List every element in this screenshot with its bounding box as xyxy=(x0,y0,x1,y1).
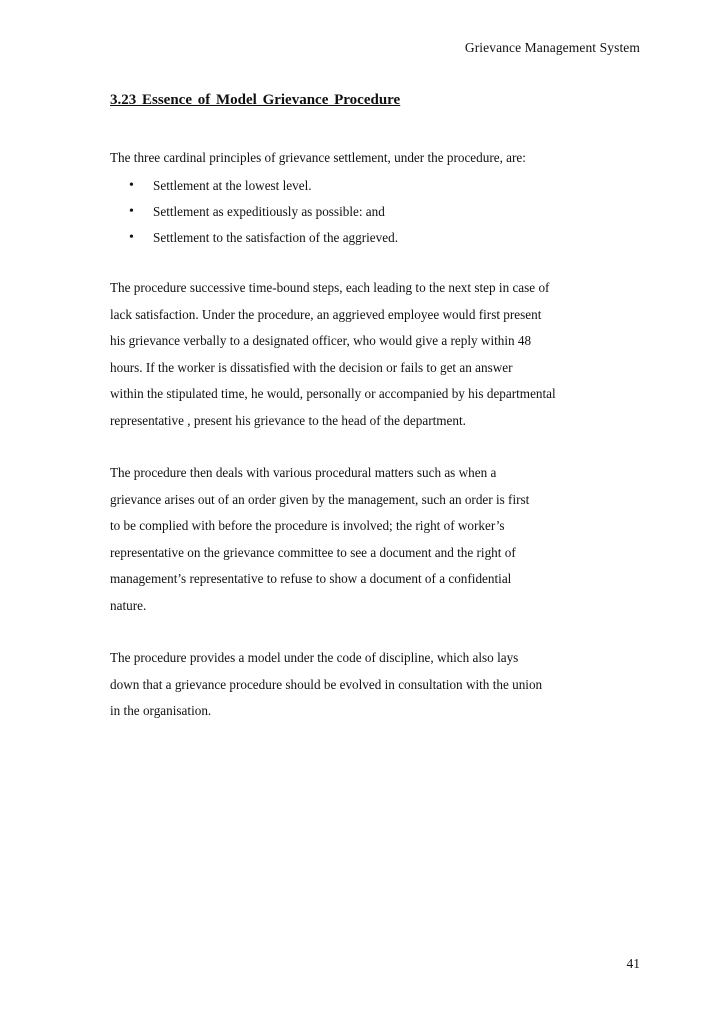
paragraph-procedure-steps xyxy=(110,275,650,434)
paragraph-line: The procedure then deals with various procedural matters such as when a xyxy=(110,465,497,480)
bullet-icon: • xyxy=(129,178,134,193)
paragraph-line: in the organisation. xyxy=(110,703,212,718)
paragraph-procedural-matters xyxy=(110,460,650,619)
list-item xyxy=(110,225,650,251)
paragraph-line: representative , present his grievance to the head of the department. xyxy=(110,412,466,428)
paragraph-line: grievance arises out of an order given by the management, such an order is first xyxy=(110,491,530,507)
bullet-icon: • xyxy=(129,204,134,219)
paragraph-line: nature. xyxy=(110,597,147,613)
list-item-text: Settlement to the satisfaction of the aggrieved. xyxy=(153,230,398,245)
list-item-text: Settlement as expeditiously as possible: and xyxy=(153,204,385,219)
principles-list xyxy=(110,173,650,251)
list-item-text: Settlement at the lowest level. xyxy=(153,178,312,193)
paragraph-line: to be complied with before the procedure is involved; the right of worker’s xyxy=(110,518,505,533)
section-heading: 3.23 Essence of Model Grievance Procedure xyxy=(110,92,401,108)
page-number: 41 xyxy=(626,956,640,971)
list-item xyxy=(110,173,650,199)
page-body xyxy=(110,148,650,725)
paragraph-line: hours. If the worker is dissatisfied with the decision or fails to get an answer xyxy=(110,359,513,375)
paragraph-line: his grievance verbally to a designated officer, who would give a reply within 48 xyxy=(110,333,532,348)
paragraph-line: lack satisfaction. Under the procedure, an aggrieved employee would first present xyxy=(110,306,542,322)
paragraph-code-of-discipline xyxy=(110,645,650,725)
bullet-icon: • xyxy=(129,230,134,245)
paragraph-line: within the stipulated time, he would, personally or accompanied by his departmental xyxy=(110,386,556,401)
paragraph-line: representative on the grievance committee to see a document and the right of xyxy=(110,544,516,560)
paragraph-line: The procedure successive time-bound steps, each leading to the next step in case of xyxy=(110,280,550,295)
paragraph-line: management’s representative to refuse to show a document of a confidential xyxy=(110,571,512,586)
paragraph-line: down that a grievance procedure should be evolved in consultation with the union xyxy=(110,676,543,692)
intro-sentence: The three cardinal principles of grievance settlement, under the procedure, are: xyxy=(110,150,526,165)
list-item xyxy=(110,199,650,225)
paragraph-line: The procedure provides a model under the code of discipline, which also lays xyxy=(110,650,519,665)
running-header: Grievance Management System xyxy=(464,40,640,55)
